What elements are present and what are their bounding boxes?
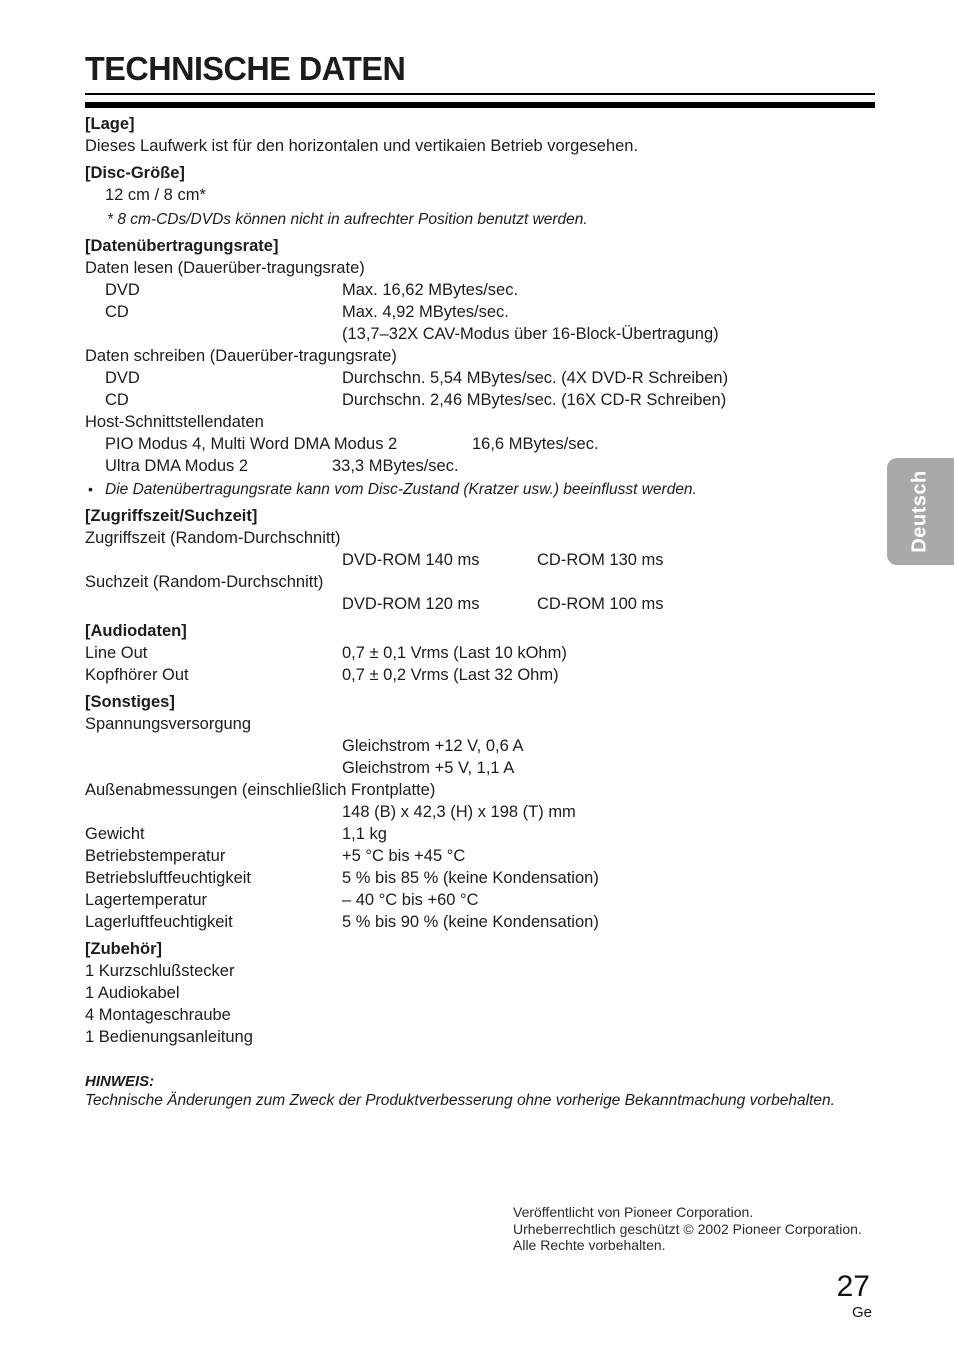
section-heading-zubehoer: [Zubehör] xyxy=(85,940,162,958)
spec-label: Lagertemperatur xyxy=(85,891,207,909)
spec-label: CD xyxy=(105,391,129,409)
dimensions-label: Außenabmessungen (einschließlich Frontplatte) xyxy=(85,781,436,799)
spec-row xyxy=(85,889,875,911)
note-heading: HINWEIS: xyxy=(85,1073,155,1090)
colophon xyxy=(513,1204,862,1254)
page-number: 27 xyxy=(836,1270,870,1303)
language-tab-deutsch xyxy=(887,458,954,565)
power-value: Gleichstrom +5 V, 1,1 A xyxy=(342,759,515,777)
spec-row xyxy=(85,367,875,389)
spec-label xyxy=(85,323,342,345)
spec-row xyxy=(85,389,875,411)
section-heading-audio: [Audiodaten] xyxy=(85,622,187,640)
spec-label: Ultra DMA Modus 2 xyxy=(105,457,249,475)
spec-label: DVD xyxy=(105,369,140,387)
title-rule-thick xyxy=(85,102,875,108)
spec-row xyxy=(85,642,875,664)
spec-label: CD xyxy=(105,303,129,321)
seek-time-label: Suchzeit (Random-Durchschnitt) xyxy=(85,573,324,591)
disc-size-note: * 8 cm-CDs/DVDs können nicht in aufrechter Position benutzt werden. xyxy=(107,211,588,228)
spec-value: 1,1 kg xyxy=(342,825,387,843)
title-rule-thin xyxy=(85,93,875,95)
accessory-item: 1 Kurzschlußstecker xyxy=(85,962,235,980)
spec-row xyxy=(85,323,875,345)
access-time-label: Zugriffszeit (Random-Durchschnitt) xyxy=(85,529,341,547)
spec-label: DVD xyxy=(105,281,140,299)
spec-value: – 40 °C bis +60 °C xyxy=(342,891,479,909)
rate-note-row xyxy=(85,479,875,500)
spec-value: 16,6 MBytes/sec. xyxy=(472,435,599,453)
section-heading-lage: [Lage] xyxy=(85,115,135,133)
spec-value: Durchschn. 2,46 MBytes/sec. (16X CD-R Schreiben) xyxy=(342,391,727,409)
section-heading-datenrate: [Datenübertragungsrate] xyxy=(85,237,279,255)
power-supply-label: Spannungsversorgung xyxy=(85,715,252,733)
spec-row xyxy=(85,433,875,455)
spec-value: 0,7 ± 0,2 Vrms (Last 32 Ohm) xyxy=(342,666,559,684)
seek-dvd-value: DVD-ROM 120 ms xyxy=(342,595,480,613)
section-heading-zugriff: [Zugriffszeit/Suchzeit] xyxy=(85,507,258,525)
spec-label: Betriebsluftfeuchtigkeit xyxy=(85,869,252,887)
access-dvd-value: DVD-ROM 140 ms xyxy=(342,551,480,569)
spec-label: Kopfhörer Out xyxy=(85,666,189,684)
spec-row xyxy=(85,823,875,845)
colophon-line: Veröffentlicht von Pioneer Corporation. xyxy=(513,1204,754,1220)
spec-value: 5 % bis 90 % (keine Kondensation) xyxy=(342,913,599,931)
spec-label: Lagerluftfeuchtigkeit xyxy=(85,913,233,931)
lage-body: Dieses Laufwerk ist für den horizontalen und vertikaien Betrieb vorgesehen. xyxy=(85,137,639,155)
write-rate-label: Daten schreiben (Dauerüber-tragungsrate) xyxy=(85,347,397,365)
spec-value: Durchschn. 5,54 MBytes/sec. (4X DVD-R Schreiben) xyxy=(342,369,729,387)
spec-row xyxy=(85,549,875,571)
rate-note-text: Die Datenübertragungsrate kann vom Disc-Zustand (Kratzer usw.) beeinflusst werden. xyxy=(105,481,697,498)
spec-value: 5 % bis 85 % (keine Kondensation) xyxy=(342,869,599,887)
section-heading-disc-groesse: [Disc-Größe] xyxy=(85,164,185,182)
spec-row xyxy=(85,593,875,615)
section-heading-sonstiges: [Sonstiges] xyxy=(85,693,175,711)
spec-label: Line Out xyxy=(85,644,148,662)
spec-row xyxy=(85,279,875,301)
spec-row xyxy=(85,664,875,686)
spec-value: 0,7 ± 0,1 Vrms (Last 10 kOhm) xyxy=(342,644,567,662)
accessory-item: 1 Bedienungsanleitung xyxy=(85,1028,253,1046)
power-value: Gleichstrom +12 V, 0,6 A xyxy=(342,737,524,755)
colophon-line: Alle Rechte vorbehalten. xyxy=(513,1237,666,1253)
spec-row xyxy=(85,845,875,867)
language-code: Ge xyxy=(851,1304,872,1321)
spec-label: PIO Modus 4, Multi Word DMA Modus 2 xyxy=(105,435,398,453)
language-tab-label: Deutsch xyxy=(909,470,931,553)
spec-value: +5 °C bis +45 °C xyxy=(342,847,466,865)
dimensions-value: 148 (B) x 42,3 (H) x 198 (T) mm xyxy=(342,803,576,821)
accessory-item: 1 Audiokabel xyxy=(85,984,180,1002)
spec-value: Max. 4,92 MBytes/sec. xyxy=(342,303,509,321)
access-cd-value: CD-ROM 130 ms xyxy=(537,551,664,569)
spec-row xyxy=(85,911,875,933)
host-interface-label: Host-Schnittstellendaten xyxy=(85,413,264,431)
page-content xyxy=(85,50,875,1111)
spec-row xyxy=(85,455,875,477)
spec-row xyxy=(85,867,875,889)
note-body: Technische Änderungen zum Zweck der Produktverbesserung ohne vorherige Bekanntmachung vorbehalten. xyxy=(85,1092,835,1109)
spec-row xyxy=(85,301,875,323)
spec-label: Betriebstemperatur xyxy=(85,847,226,865)
spec-value: Max. 16,62 MBytes/sec. xyxy=(342,281,519,299)
page-title: TECHNISCHE DATEN xyxy=(85,50,406,87)
colophon-line: Urheberrechtlich geschützt © 2002 Pioneer Corporation. xyxy=(513,1220,862,1237)
seek-cd-value: CD-ROM 100 ms xyxy=(537,595,664,613)
disc-size-value: 12 cm / 8 cm* xyxy=(105,186,206,204)
read-rate-label: Daten lesen (Dauerüber-tragungsrate) xyxy=(85,259,365,277)
spec-label: Gewicht xyxy=(85,825,145,843)
bullet-icon: • xyxy=(88,481,93,497)
accessory-item: 4 Montageschraube xyxy=(85,1006,231,1024)
spec-value: (13,7–32X CAV-Modus über 16-Block-Übertragung) xyxy=(342,325,719,343)
spec-value: 33,3 MBytes/sec. xyxy=(332,457,459,475)
